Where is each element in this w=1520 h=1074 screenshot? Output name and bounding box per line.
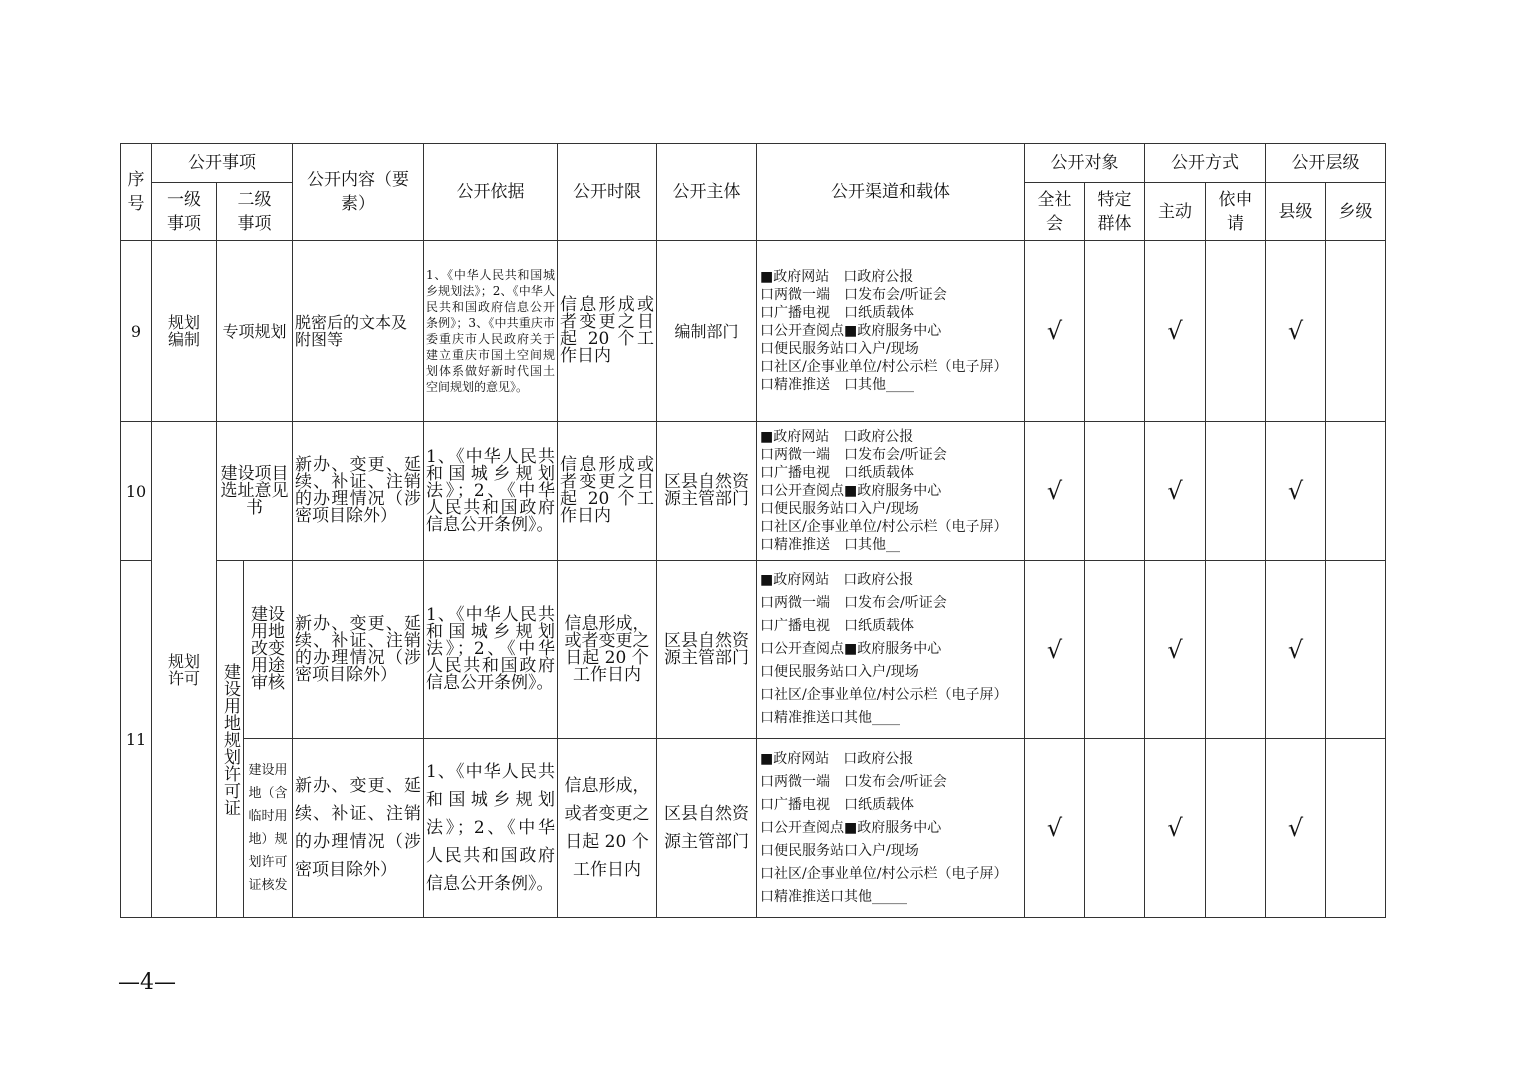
row-time-limit: 信息形成或者变更之日起 20 个工作日内 [558, 422, 657, 561]
channel-line: 口两微一端 口发布会/听证会 [760, 773, 947, 790]
channel-line: 口便民服务站口入户/现场 [760, 664, 919, 680]
check-target-all: √ [1025, 422, 1085, 561]
check-method-active: √ [1145, 561, 1206, 739]
row-channels [757, 241, 1025, 422]
header-target-group: 公开对象 [1025, 144, 1145, 183]
header-row-1 [121, 144, 1386, 183]
header-level2: 二级事项 [217, 183, 293, 241]
channel-line: 口广播电视 口纸质载体 [760, 618, 915, 634]
header-content: 公开内容（要素） [293, 144, 424, 241]
row-time-limit: 信息形成或者变更之日起 20 个工作日内 [558, 241, 657, 422]
row-level2: 建设用地规划许可证 [217, 561, 244, 918]
table-row [121, 561, 1386, 739]
row-content: 新办、变更、延续、补证、注销的办理情况（涉密项目除外） [293, 561, 424, 739]
row-level3: 建设用地（含临时用地）规划许可证核发 [244, 739, 293, 918]
check-level-town [1326, 739, 1386, 918]
channel-line: 口两微一端 口发布会/听证会 [760, 595, 947, 611]
channel-line: ■政府网站 口政府公报 [760, 750, 914, 767]
header-channels: 公开渠道和载体 [757, 144, 1025, 241]
disclosure-table [120, 143, 1386, 918]
header-level-town: 乡级 [1326, 183, 1386, 241]
channel-line: 口社区/企事业单位/村公示栏（电子屏） [760, 359, 1008, 375]
header-level1: 一级事项 [152, 183, 217, 241]
page-number: —4— [118, 970, 176, 995]
header-basis: 公开依据 [424, 144, 558, 241]
row-time-limit: 信息形成，或者变更之日起 20 个工作日内 [558, 739, 657, 918]
channel-line: 口广播电视 口纸质载体 [760, 465, 915, 481]
channel-line: ■政府网站 口政府公报 [760, 572, 914, 588]
channel-line: 口公开查阅点■政府服务中心 [760, 483, 942, 499]
check-method-active: √ [1145, 422, 1206, 561]
channel-line: 口便民服务站口入户/现场 [760, 501, 919, 517]
row-channels [757, 561, 1025, 739]
check-target-all: √ [1025, 241, 1085, 422]
row-time-limit: 信息形成，或者变更之日起 20 个工作日内 [558, 561, 657, 739]
check-target-specific [1085, 561, 1145, 739]
row-level1: 规划编制 [152, 241, 217, 422]
row-channels [757, 739, 1025, 918]
channel-line: 口两微一端 口发布会/听证会 [760, 447, 947, 463]
table-row [121, 422, 1386, 561]
check-method-apply [1206, 241, 1266, 422]
row-subject: 区县自然资源主管部门 [657, 561, 757, 739]
check-level-county: √ [1266, 422, 1326, 561]
row-basis: 1、《中华人民共和国城乡规划法》；2、《中华人民共和国政府信息公开条例》。 [424, 561, 558, 739]
channel-line: ■政府网站 口政府公报 [760, 429, 914, 445]
channel-line: 口公开查阅点■政府服务中心 [760, 641, 942, 657]
header-item-group: 公开事项 [152, 144, 293, 183]
row-content: 新办、变更、延续、补证、注销的办理情况（涉密项目除外） [293, 739, 424, 918]
table-row [121, 241, 1386, 422]
header-target-specific: 特定群体 [1085, 183, 1145, 241]
header-target-all: 全社会 [1025, 183, 1085, 241]
row-subject: 编制部门 [657, 241, 757, 422]
channel-line: 口便民服务站口入户/现场 [760, 842, 919, 859]
row-basis: 1、《中华人民共和国城乡规划法》；2、《中华人民共和国政府信息公开条例》。 [424, 739, 558, 918]
channel-line: 口社区/企事业单位/村公示栏（电子屏） [760, 687, 1008, 703]
row-subject: 区县自然资源主管部门 [657, 422, 757, 561]
channel-line: 口精准推送口其他_____ [760, 888, 908, 905]
check-level-town [1326, 241, 1386, 422]
row-content: 新办、变更、延续、补证、注销的办理情况（涉密项目除外） [293, 422, 424, 561]
header-method-apply: 依申请 [1206, 183, 1266, 241]
check-target-all: √ [1025, 739, 1085, 918]
row-basis: 1、《中华人民共和国城乡规划法》；2、《中华人民共和国政府信息公开条例》；3、《中共重庆市委重庆市人民政府关于建立重庆市国土空间规划体系做好新时代国土空间规划的意见》。 [424, 241, 558, 422]
channel-line: 口公开查阅点■政府服务中心 [760, 323, 942, 339]
check-method-apply [1206, 739, 1266, 918]
channel-line: 口精准推送口其他____ [760, 710, 901, 726]
row-seq: 11 [121, 561, 152, 918]
row-level2: 专项规划 [217, 241, 293, 422]
check-target-specific [1085, 739, 1145, 918]
check-method-apply [1206, 422, 1266, 561]
row-content: 脱密后的文本及附图等 [293, 241, 424, 422]
channel-line: ■政府网站 口政府公报 [760, 269, 914, 285]
channel-line: 口广播电视 口纸质载体 [760, 305, 915, 321]
row-channels [757, 422, 1025, 561]
channel-line: 口公开查阅点■政府服务中心 [760, 819, 942, 836]
check-level-county: √ [1266, 241, 1326, 422]
check-target-specific [1085, 422, 1145, 561]
header-level-group: 公开层级 [1266, 144, 1386, 183]
row-level2: 建设项目选址意见书 [217, 422, 293, 561]
header-time-limit: 公开时限 [558, 144, 657, 241]
header-method-group: 公开方式 [1145, 144, 1266, 183]
check-level-county: √ [1266, 739, 1326, 918]
check-method-apply [1206, 561, 1266, 739]
check-level-town [1326, 422, 1386, 561]
row-level1: 规划许可 [152, 422, 217, 918]
check-level-county: √ [1266, 561, 1326, 739]
channel-line: 口社区/企事业单位/村公示栏（电子屏） [760, 519, 1008, 535]
header-method-active: 主动 [1145, 183, 1206, 241]
channel-line: 口社区/企事业单位/村公示栏（电子屏） [760, 865, 1008, 882]
row-subject: 区县自然资源主管部门 [657, 739, 757, 918]
check-level-town [1326, 561, 1386, 739]
row-basis: 1、《中华人民共和国城乡规划法》；2、《中华人民共和国政府信息公开条例》。 [424, 422, 558, 561]
row-level3: 建设用地改变用途审核 [244, 561, 293, 739]
table-row [121, 739, 1386, 918]
channel-line: 口便民服务站口入户/现场 [760, 341, 919, 357]
channel-line: 口精准推送 口其他____ [760, 377, 915, 393]
header-level-county: 县级 [1266, 183, 1326, 241]
row-seq: 10 [121, 422, 152, 561]
check-method-active: √ [1145, 739, 1206, 918]
channel-line: 口精准推送 口其他__ [760, 537, 901, 553]
check-target-specific [1085, 241, 1145, 422]
channel-line: 口广播电视 口纸质载体 [760, 796, 915, 813]
channel-line: 口两微一端 口发布会/听证会 [760, 287, 947, 303]
row-seq: 9 [121, 241, 152, 422]
header-subject: 公开主体 [657, 144, 757, 241]
check-target-all: √ [1025, 561, 1085, 739]
header-seq: 序号 [121, 144, 152, 241]
check-method-active: √ [1145, 241, 1206, 422]
